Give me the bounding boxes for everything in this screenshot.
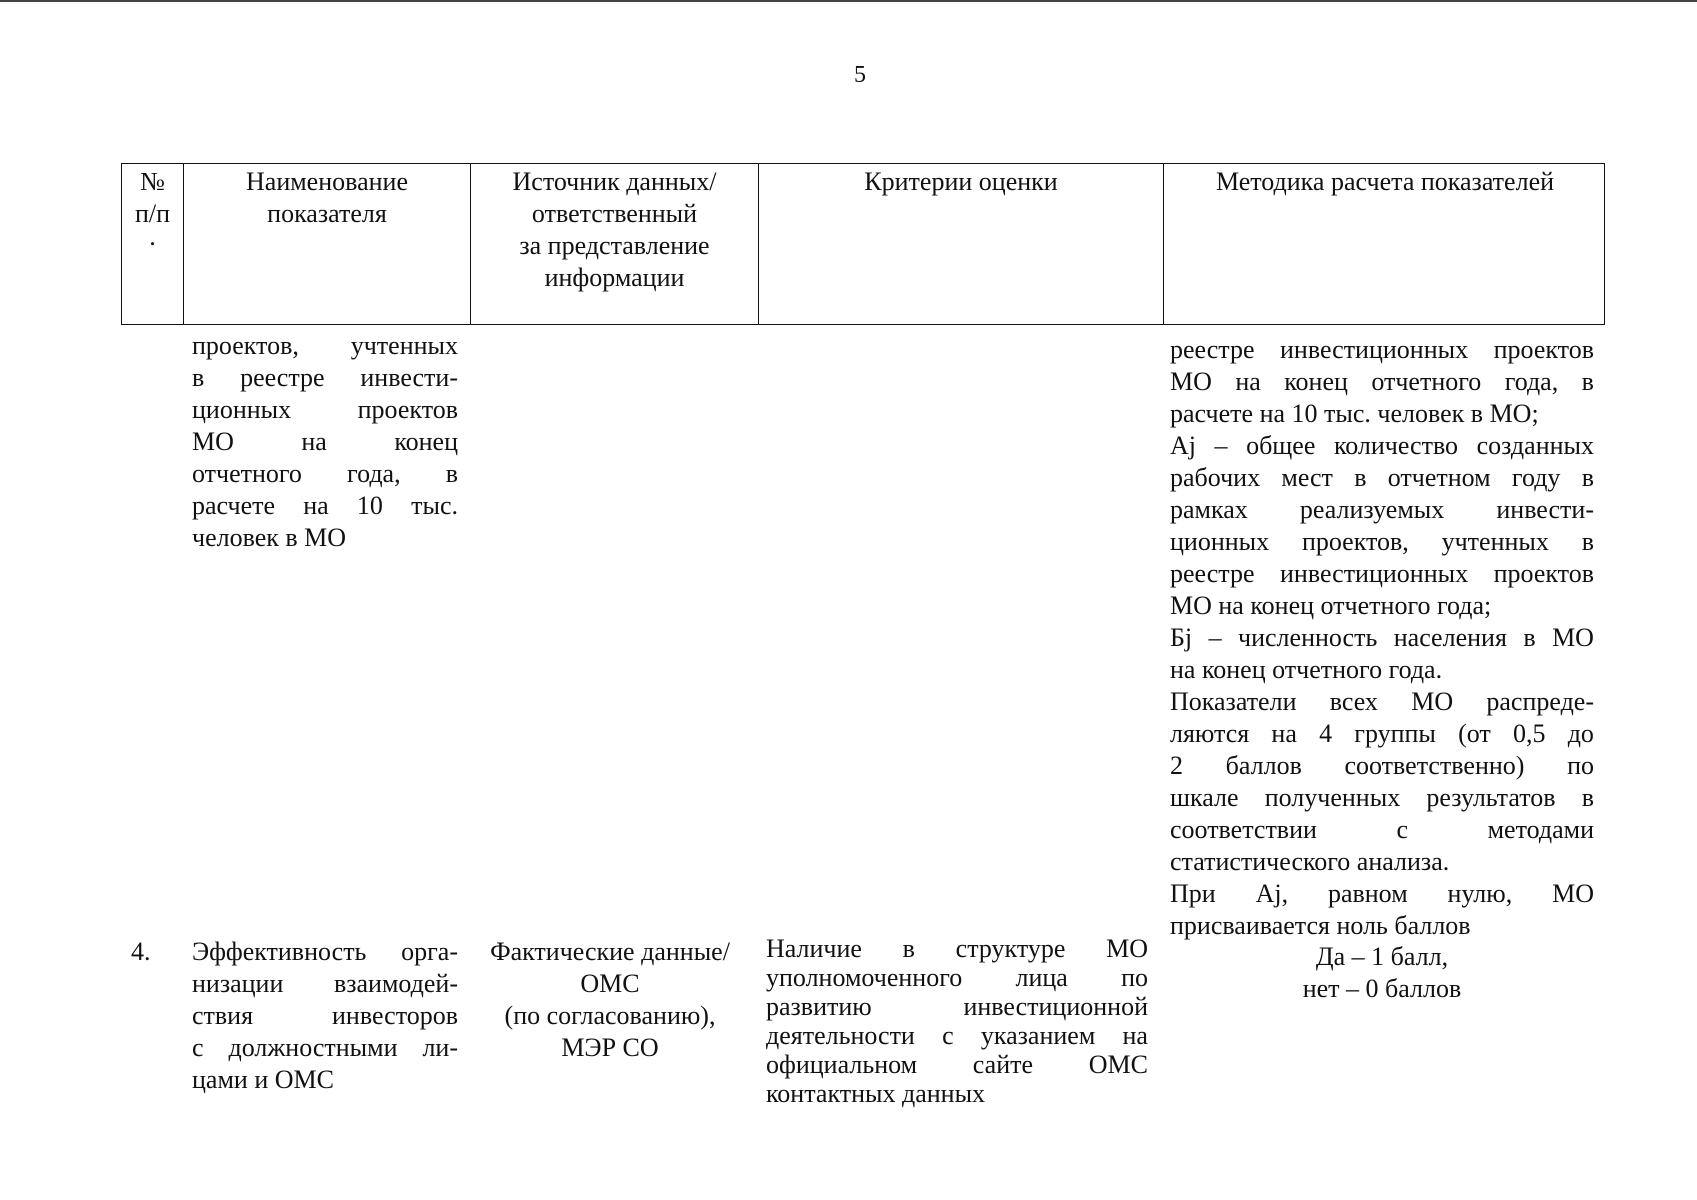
word: 0,5 <box>1513 719 1546 748</box>
word: развитию <box>766 992 872 1021</box>
text-line <box>766 992 1148 1021</box>
text-line <box>1170 878 1594 910</box>
word: низации <box>192 969 284 998</box>
word: численность <box>1238 623 1378 652</box>
text-line <box>1170 718 1594 750</box>
text-line <box>766 934 1148 963</box>
word: шкале <box>1170 783 1239 812</box>
text-line <box>1170 366 1594 398</box>
word: населения <box>1393 623 1507 652</box>
word: МО <box>192 427 234 456</box>
word: При <box>1170 879 1216 908</box>
word: с <box>1396 815 1409 844</box>
word: проектов <box>1493 559 1594 588</box>
word: Аj, <box>1255 879 1289 908</box>
word: в <box>445 459 458 488</box>
word: методами <box>1487 815 1594 844</box>
text-line <box>192 330 458 362</box>
word: проектов <box>1493 335 1594 364</box>
word: по <box>1121 963 1148 992</box>
text-line <box>766 1050 1148 1079</box>
header-number-line: . <box>149 222 156 251</box>
text-line <box>766 963 1148 992</box>
header-source-line: Источник данных/ <box>512 167 717 196</box>
word: на <box>1122 1021 1148 1050</box>
row-4-number: 4. <box>131 937 151 966</box>
word: уполномоченного <box>766 963 963 992</box>
word: ционных <box>1170 527 1270 556</box>
word: рабочих <box>1170 463 1261 492</box>
header-data-source <box>471 164 759 324</box>
word: в <box>1523 623 1536 652</box>
text-line <box>766 1021 1148 1050</box>
header-number-line: п/п <box>134 199 171 228</box>
continuation-indicator-name <box>192 330 458 554</box>
word: 2 <box>1170 751 1183 780</box>
text-line: контактных данных <box>766 1079 986 1108</box>
text-line: расчете на 10 тыс. человек в МО; <box>1170 399 1539 428</box>
word: в <box>1581 527 1594 556</box>
word: инвести- <box>360 363 458 392</box>
continuation-calculation-method <box>1170 334 1594 942</box>
text-line: на конец отчетного года. <box>1170 655 1443 684</box>
word: на <box>303 491 329 520</box>
text-line <box>1170 686 1594 718</box>
word: проектов, <box>1301 527 1409 556</box>
word: 10 <box>356 491 383 520</box>
word: ОМС <box>1088 1050 1148 1079</box>
word: соответствии <box>1170 815 1317 844</box>
word: Показатели <box>1170 687 1297 716</box>
text-line: МЭР СО <box>561 1033 659 1062</box>
word: на <box>1271 719 1297 748</box>
word: ционных <box>192 395 292 424</box>
header-number-line: № <box>140 167 165 196</box>
word: МО <box>1552 623 1594 652</box>
text-line <box>1170 750 1594 782</box>
word: структуре <box>955 934 1066 963</box>
header-source-line: информации <box>544 263 685 292</box>
text-line: МО на конец отчетного года; <box>1170 591 1492 620</box>
text-line <box>192 458 458 490</box>
word: мест <box>1281 463 1333 492</box>
word: реестре <box>1170 335 1255 364</box>
word: на <box>301 427 327 456</box>
text-line: (по согласованию), <box>504 1001 716 1030</box>
word: 4 <box>1319 719 1333 748</box>
word: тыс. <box>411 491 458 520</box>
header-method-line: Методика расчета показателей <box>1215 167 1555 196</box>
row-4-calculation-method <box>1170 941 1594 1005</box>
word: количество <box>1333 431 1459 460</box>
word: орга- <box>401 937 458 966</box>
word: группы <box>1354 719 1436 748</box>
text-line <box>192 968 458 1000</box>
text-line: Фактические данные/ <box>490 937 730 966</box>
word: Эффективность <box>192 937 367 966</box>
word: отчетного <box>1371 367 1482 396</box>
word: ляются <box>1170 719 1250 748</box>
word: проектов <box>357 395 458 424</box>
text-line <box>1170 622 1594 654</box>
word: проектов, <box>192 331 299 360</box>
text-line: человек в МО <box>192 523 347 552</box>
word: сайте <box>972 1050 1034 1079</box>
word: общее <box>1246 431 1316 460</box>
word: официальном <box>766 1050 918 1079</box>
word: учтенных <box>350 331 458 360</box>
word: в <box>1354 463 1367 492</box>
word: реализуемых <box>1299 495 1445 524</box>
table-header <box>121 163 1605 325</box>
text-line <box>192 1000 458 1032</box>
text-line <box>192 426 458 458</box>
header-name-line: Наименование <box>246 167 408 196</box>
word: результатов <box>1426 783 1556 812</box>
word: всех <box>1329 687 1378 716</box>
header-indicator-name <box>184 164 471 324</box>
text-line: цами и ОМС <box>192 1065 334 1094</box>
text-line <box>1170 334 1594 366</box>
text-line <box>192 936 458 968</box>
text-line: Да – 1 балл, <box>1315 942 1449 971</box>
header-name-line: показателя <box>267 199 387 228</box>
text-line <box>192 362 458 394</box>
text-line: ОМС <box>580 969 640 998</box>
word: с <box>942 1021 954 1050</box>
row-4-indicator-name <box>192 936 458 1096</box>
text-line <box>1170 782 1594 814</box>
header-number-column <box>122 164 184 324</box>
word: деятельности <box>766 1021 915 1050</box>
word: указанием <box>980 1021 1096 1050</box>
word: с <box>192 1033 204 1062</box>
header-source-line: ответственный <box>531 199 698 228</box>
word: на <box>1235 367 1261 396</box>
text-line <box>1170 558 1594 590</box>
word: должностными <box>228 1033 398 1062</box>
word: МО <box>1106 934 1148 963</box>
text-line <box>1170 462 1594 494</box>
text-line <box>1170 494 1594 526</box>
word: реестре <box>1170 559 1255 588</box>
word: инвестиционной <box>963 992 1148 1021</box>
word: учтенных <box>1441 527 1549 556</box>
word: равном <box>1327 879 1408 908</box>
word: ли- <box>422 1033 458 1062</box>
word: конец <box>1284 367 1348 396</box>
header-criteria-line: Критерии оценки <box>864 167 1058 196</box>
word: инвестиционных <box>1280 335 1469 364</box>
word: года, <box>347 459 401 488</box>
word: полученных <box>1264 783 1401 812</box>
word: отчетного <box>192 459 302 488</box>
word: созданных <box>1476 431 1594 460</box>
row-4-data-source <box>470 936 750 1064</box>
page-number: 5 <box>854 62 866 88</box>
word: взаимодей- <box>333 969 458 998</box>
word: МО <box>1170 367 1212 396</box>
text-line: присваивается ноль баллов <box>1170 911 1471 940</box>
text-line: статистического анализа. <box>1170 847 1450 876</box>
word: ствия <box>192 1001 254 1030</box>
word: Бj <box>1170 623 1193 652</box>
word: в <box>192 363 205 392</box>
word: реестре <box>240 363 325 392</box>
word: распреде- <box>1486 687 1594 716</box>
word: лица <box>1015 963 1068 992</box>
word: Аj <box>1170 431 1196 460</box>
word: в <box>902 934 915 963</box>
word: инвестиционных <box>1280 559 1469 588</box>
word: соответственно) <box>1344 751 1525 780</box>
header-calculation-method <box>1164 164 1606 324</box>
word: расчете <box>192 491 276 520</box>
word: в <box>1581 367 1594 396</box>
text-line <box>192 490 458 522</box>
word: до <box>1567 719 1594 748</box>
word: инвести- <box>1496 495 1594 524</box>
word: рамках <box>1170 495 1248 524</box>
word: – <box>1214 431 1228 460</box>
word: в <box>1581 783 1594 812</box>
header-evaluation-criteria <box>759 164 1164 324</box>
word: в <box>1581 463 1594 492</box>
word: году <box>1511 463 1561 492</box>
word: баллов <box>1225 751 1302 780</box>
word: МО <box>1552 879 1594 908</box>
text-line <box>1170 430 1594 462</box>
word: отчетном <box>1387 463 1491 492</box>
word: – <box>1208 623 1222 652</box>
word: по <box>1567 751 1594 780</box>
text-line: нет – 0 баллов <box>1302 974 1462 1003</box>
page-top-edge <box>0 0 1697 2</box>
word: конец <box>394 427 458 456</box>
word: МО <box>1411 687 1454 716</box>
word: Наличие <box>766 934 862 963</box>
word: года, <box>1504 367 1559 396</box>
text-line <box>192 1032 458 1064</box>
word: инвесторов <box>332 1001 458 1030</box>
text-line <box>192 394 458 426</box>
header-source-line: за представление <box>519 231 710 260</box>
word: нулю, <box>1447 879 1513 908</box>
row-4-evaluation-criteria <box>766 934 1148 1108</box>
text-line <box>1170 526 1594 558</box>
word: (от <box>1458 719 1491 748</box>
text-line <box>1170 814 1594 846</box>
